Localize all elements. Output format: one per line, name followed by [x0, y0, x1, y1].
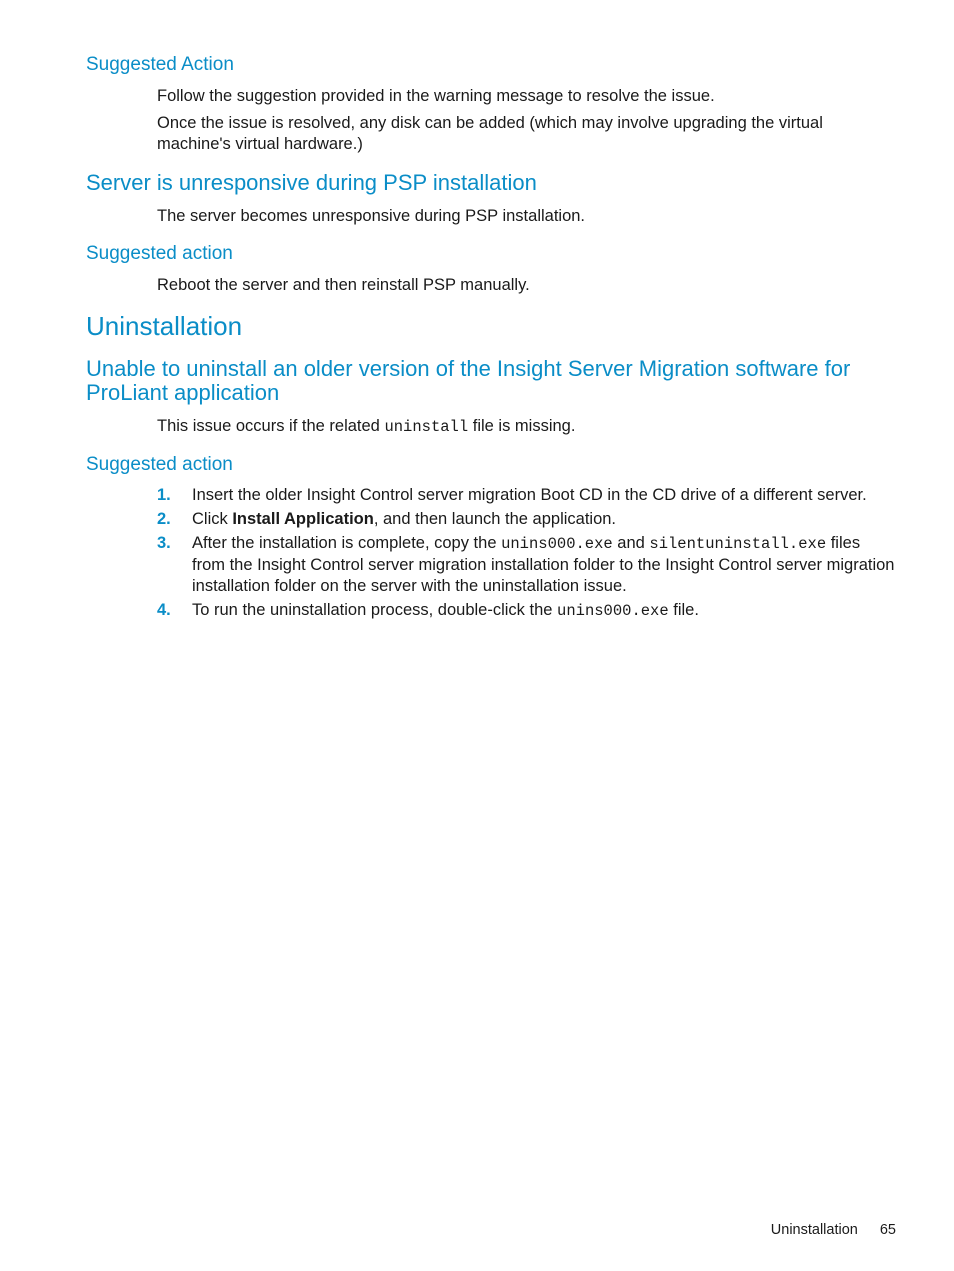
section-heading-psp: Server is unresponsive during PSP installation — [86, 170, 537, 195]
paragraph — [157, 416, 877, 438]
step-text: After the installation is complete, copy the — [192, 534, 502, 552]
page-number: 65 — [879, 1222, 896, 1238]
footer-section-title: Uninstallation — [770, 1222, 858, 1238]
step-text: files from the Insight Control server migration installation folder to the Insight Control server migration installation folder on the server with the uninstallation issue. — [192, 534, 895, 595]
code-uninstall: uninstall — [384, 418, 469, 436]
suggested-action-heading: Suggested action — [86, 243, 233, 264]
list-item — [157, 509, 897, 530]
step-text: , and then launch the application. — [373, 510, 617, 528]
list-item — [157, 533, 897, 597]
text: file is missing. — [468, 417, 576, 435]
step-number: 1. — [157, 486, 171, 504]
page-footer — [771, 1222, 896, 1238]
step-number: 4. — [157, 601, 171, 619]
list-item — [157, 600, 897, 622]
list-item — [157, 485, 897, 506]
suggested-action-heading: Suggested action — [86, 454, 233, 475]
paragraph: Follow the suggestion provided in the warning message to resolve the issue. — [157, 87, 715, 105]
ui-label-install-application: Install Application — [232, 510, 374, 528]
step-text: and — [612, 534, 650, 552]
step-text: To run the uninstallation process, double-click the — [192, 601, 558, 619]
chapter-heading-uninstallation: Uninstallation — [86, 311, 243, 341]
code-filename: silentuninstall.exe — [649, 535, 827, 553]
paragraph: Reboot the server and then reinstall PSP manually. — [157, 276, 530, 294]
code-filename: unins000.exe — [557, 602, 669, 620]
text: This issue occurs if the related — [157, 417, 385, 435]
step-number: 3. — [157, 534, 171, 552]
suggested-action-heading: Suggested Action — [86, 54, 234, 75]
step-text: file. — [668, 601, 699, 619]
step-text: Insert the older Insight Control server migration Boot CD in the CD drive of a different server. — [192, 486, 867, 504]
step-text: Click — [192, 510, 233, 528]
paragraph: Once the issue is resolved, any disk can be added (which may involve upgrading the virtual machine's virtual hardware.) — [157, 114, 823, 153]
code-filename: unins000.exe — [501, 535, 613, 553]
steps-list — [157, 485, 897, 625]
paragraph: The server becomes unresponsive during PSP installation. — [157, 207, 586, 225]
section-heading-unable-uninstall: Unable to uninstall an older version of the Insight Server Migration software for ProLiant application — [86, 356, 851, 405]
step-number: 2. — [157, 510, 171, 528]
